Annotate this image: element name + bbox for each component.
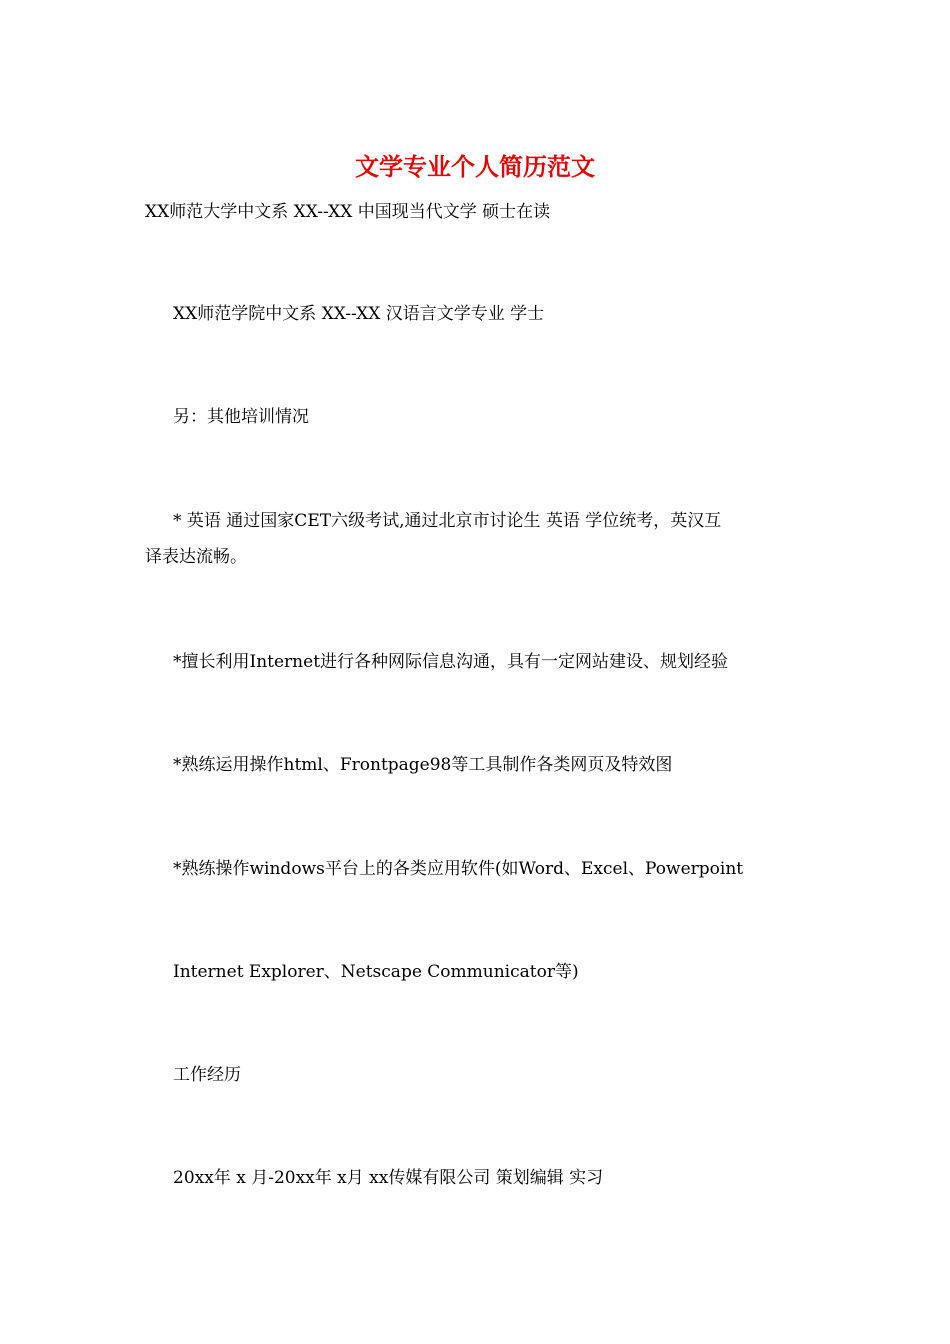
skill-office-line-1: *熟练操作windows平台上的各类应用软件(如Word、Excel、Powerpoint [173, 859, 744, 879]
skill-web-design-line: *熟练运用操作html、Frontpage98等工具制作各类网页及特效图 [173, 755, 673, 775]
work-experience-entry: 20xx年 x 月-20xx年 x月 xx传媒有限公司 策划编辑 实习 [173, 1168, 604, 1188]
skill-internet-line: *擅长利用Internet进行各种网际信息沟通，具有一定网站建设、规划经验 [173, 652, 729, 672]
document-title: 文学专业个人简历范文 [355, 152, 595, 181]
skill-english-line-1: * 英语 通过国家CET六级考试,通过北京市讨论生 英语 学位统考，英汉互 [173, 511, 722, 531]
training-heading: 另：其他培训情况 [173, 407, 309, 427]
skill-english-line-2: 译表达流畅。 [145, 547, 247, 567]
work-experience-heading: 工作经历 [173, 1065, 241, 1085]
education-line-masters: XX师范大学中文系 XX--XX 中国现当代文学 硕士在读 [145, 202, 551, 222]
education-line-bachelor: XX师范学院中文系 XX--XX 汉语言文学专业 学士 [173, 304, 545, 324]
skill-office-line-2: Internet Explorer、Netscape Communicator等) [173, 962, 579, 982]
